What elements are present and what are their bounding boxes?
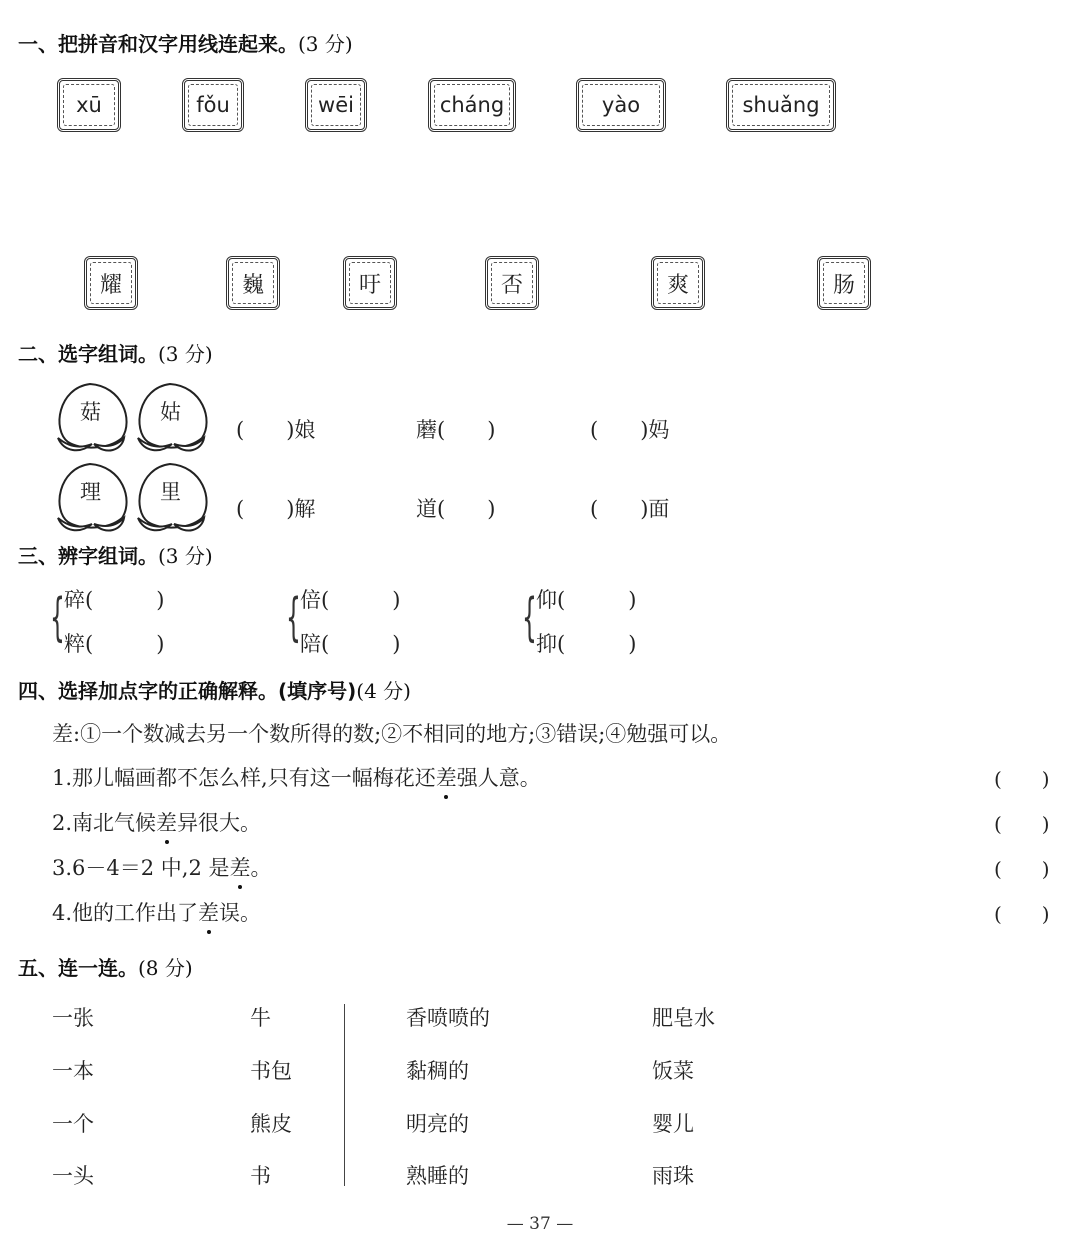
pinyin-box-4 (428, 78, 516, 132)
pinyin-box-5 (576, 78, 666, 132)
section-points: (3 分) (298, 32, 353, 56)
fruit-char: 菇 (80, 400, 101, 424)
pinyin-box-3 (305, 78, 367, 132)
hanzi-text: 巍 (241, 272, 264, 298)
section-5-title (18, 952, 193, 981)
hanzi-text: 爽 (666, 272, 689, 298)
match-item: 一个 (52, 1112, 94, 1136)
word-pair-item: 仰( ) (536, 588, 637, 612)
hanzi-box-3 (343, 256, 397, 310)
fruit-char: 里 (160, 480, 181, 504)
question-item-2 (52, 807, 261, 837)
hanzi-box-6 (817, 256, 871, 310)
dotted-char: 差 (198, 897, 219, 927)
question-text: 1.那儿幅画都不怎么样,只有这一幅梅花还 (52, 766, 436, 790)
word-pair-item: 抑( ) (536, 632, 637, 656)
question-text: 强人意。 (456, 766, 541, 790)
match-item: 书包 (250, 1059, 292, 1083)
match-item: 黏稠的 (406, 1059, 469, 1083)
hanzi-text: 否 (500, 272, 523, 298)
section-4-title (18, 675, 411, 704)
match-item: 婴儿 (652, 1112, 694, 1136)
column-divider (344, 1004, 345, 1186)
match-item: 香喷喷的 (406, 1006, 490, 1030)
word-pair-item: 倍( ) (300, 588, 401, 612)
fill-blank: 道( ) (416, 497, 496, 521)
pinyin-text: fǒu (196, 93, 230, 117)
question-item-1 (52, 762, 541, 792)
question-text: 。 (250, 856, 272, 880)
pinyin-box-2 (182, 78, 244, 132)
question-text: 2.南北气候 (52, 811, 157, 835)
word-pair-item: 碎( ) (64, 588, 165, 612)
fill-blank: 蘑( ) (416, 418, 496, 442)
pinyin-text: wēi (318, 93, 354, 117)
section-3-title (18, 540, 213, 569)
pinyin-text: cháng (439, 93, 505, 117)
fruit-char: 理 (80, 480, 101, 504)
answer-blank: ( ) (994, 767, 1050, 791)
hanzi-box-1 (84, 256, 138, 310)
question-item-3 (52, 852, 272, 882)
question-text: 4.他的工作出了 (52, 901, 199, 925)
pinyin-text: yào (601, 93, 641, 117)
section-points: (3 分) (158, 342, 213, 366)
match-item: 一本 (52, 1059, 94, 1083)
hanzi-text: 吁 (358, 272, 381, 298)
match-item: 熟睡的 (406, 1164, 469, 1188)
peach-icons (50, 380, 215, 535)
fill-blank: ( )娘 (236, 418, 316, 442)
match-item: 肥皂水 (652, 1006, 715, 1030)
match-item: 一张 (52, 1006, 94, 1030)
question-text: 异很大。 (177, 811, 262, 835)
word-pair-item: 粹( ) (64, 632, 165, 656)
match-item: 牛 (250, 1006, 271, 1030)
dotted-char: 差 (156, 807, 177, 837)
pinyin-text: shuǎng (742, 93, 820, 117)
hanzi-text: 耀 (99, 272, 122, 298)
brace-icon: { (522, 588, 537, 648)
match-item: 书 (250, 1164, 271, 1188)
fill-blank: ( )妈 (590, 418, 670, 442)
question-text: 误。 (219, 901, 262, 925)
section-2-title (18, 338, 213, 367)
section-title-text: 一、把拼音和汉字用线连起来。 (18, 32, 298, 56)
word-pair-item: 陪( ) (300, 632, 401, 656)
hanzi-box-4 (485, 256, 539, 310)
fill-blank: ( )解 (236, 497, 316, 521)
fruit-char: 姑 (160, 400, 181, 424)
match-item: 明亮的 (406, 1112, 469, 1136)
brace-icon: { (50, 588, 65, 648)
match-item: 饭菜 (652, 1059, 694, 1083)
section-points: (3 分) (158, 544, 213, 568)
section-title-text: 五、连一连。 (18, 956, 138, 980)
section-title-text: 四、选择加点字的正确解释。(填序号) (18, 679, 357, 703)
section-points: (8 分) (138, 956, 193, 980)
section-title-text: 三、辨字组词。 (18, 544, 158, 568)
question-item-4 (52, 897, 261, 927)
pinyin-box-6 (726, 78, 836, 132)
pinyin-text: xū (76, 93, 102, 117)
brace-icon: { (286, 588, 301, 648)
answer-blank: ( ) (994, 857, 1050, 881)
match-item: 熊皮 (250, 1112, 292, 1136)
section-title-text: 二、选字组词。 (18, 342, 158, 366)
page-number: — 37 — (506, 1214, 574, 1234)
match-item: 雨珠 (652, 1164, 694, 1188)
section-1-title (18, 28, 353, 57)
match-item: 一头 (52, 1164, 94, 1188)
fill-blank: ( )面 (590, 497, 670, 521)
answer-blank: ( ) (994, 812, 1050, 836)
definition-text: 差:①一个数减去另一个数所得的数;②不相同的地方;③错误;④勉强可以。 (52, 722, 732, 746)
dotted-char: 差 (230, 852, 251, 882)
hanzi-box-2 (226, 256, 280, 310)
section-points: (4 分) (356, 679, 411, 703)
pinyin-box-1 (57, 78, 121, 132)
hanzi-box-5 (651, 256, 705, 310)
hanzi-text: 肠 (832, 272, 855, 298)
answer-blank: ( ) (994, 902, 1050, 926)
question-text: 3.6－4＝2 中,2 是 (52, 856, 230, 880)
dotted-char: 差 (436, 762, 457, 792)
